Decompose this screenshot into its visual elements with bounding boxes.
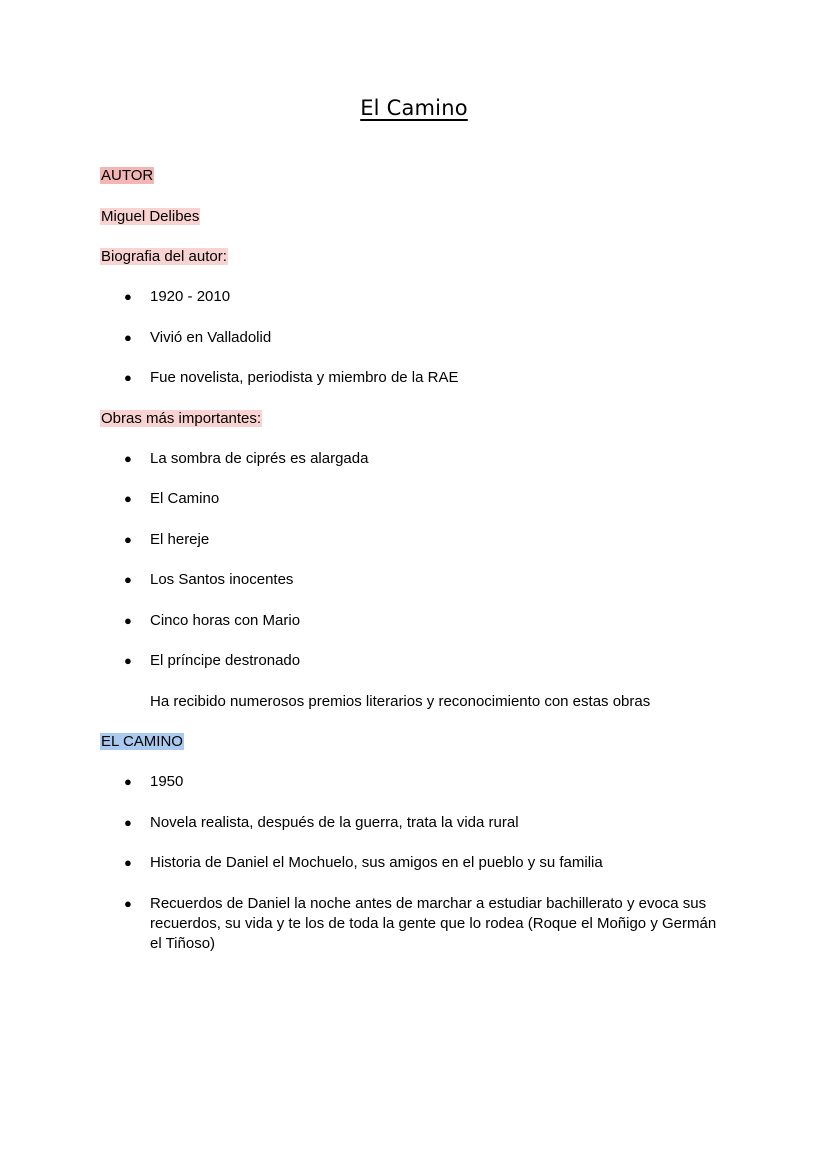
obras-heading (100, 409, 262, 429)
list-item (124, 570, 744, 590)
list-item-text: 1920 - 2010 (150, 288, 231, 305)
bullet-icon: ● (124, 289, 132, 304)
bullet-icon: ● (124, 896, 132, 911)
list-item (124, 530, 744, 550)
bullet-icon: ● (124, 491, 132, 506)
list-item (124, 894, 728, 954)
camino-heading-text: EL CAMINO (101, 733, 183, 750)
bullet-icon: ● (124, 532, 132, 547)
bullet-icon: ● (124, 774, 132, 789)
autor-name (100, 207, 200, 227)
list-item-text: Fue novelista, periodista y miembro de la RAE (150, 369, 459, 386)
list-item (124, 489, 744, 509)
bullet-icon: ● (124, 613, 132, 628)
bullet-icon: ● (124, 572, 132, 587)
list-item-text: Vivió en Valladolid (150, 329, 272, 346)
list-item-text: El hereje (150, 531, 210, 548)
bio-heading-text: Biografia del autor: (101, 248, 227, 265)
list-item (124, 813, 744, 833)
list-item (124, 772, 744, 792)
camino-heading (100, 732, 184, 752)
bullet-icon: ● (124, 653, 132, 668)
list-item-text: El príncipe destronado (150, 652, 301, 669)
document-title: El Camino (360, 96, 468, 120)
obras-note: Ha recibido numerosos premios literarios y reconocimiento con estas obras (150, 693, 651, 710)
list-item-text: El Camino (150, 490, 220, 507)
bullet-icon: ● (124, 370, 132, 385)
list-item (124, 287, 744, 307)
list-item (124, 651, 744, 671)
list-item-text: Cinco horas con Mario (150, 612, 301, 629)
list-item (124, 853, 744, 873)
list-item-text: Novela realista, después de la guerra, trata la vida rural (150, 814, 519, 831)
autor-name-text: Miguel Delibes (101, 208, 200, 225)
list-item-text: 1950 (150, 773, 184, 790)
autor-heading-text: AUTOR (101, 167, 154, 184)
list-item (124, 368, 744, 388)
list-item (124, 449, 744, 469)
list-item-text: Recuerdos de Daniel la noche antes de marchar a estudiar bachillerato y evoca sus recuerdos, su vida y te los de toda la gente que lo rodea (Roque el Moñigo y Germán el Tiñoso) (150, 895, 717, 952)
bullet-icon: ● (124, 451, 132, 466)
list-item (124, 328, 744, 348)
list-item (124, 611, 744, 631)
list-item-text: Historia de Daniel el Mochuelo, sus amigos en el pueblo y su familia (150, 854, 603, 871)
bullet-icon: ● (124, 815, 132, 830)
bullet-icon: ● (124, 330, 132, 345)
bullet-icon: ● (124, 855, 132, 870)
autor-heading (100, 166, 154, 186)
list-item-text: Los Santos inocentes (150, 571, 294, 588)
bio-heading (100, 247, 228, 267)
obras-heading-text: Obras más importantes: (101, 410, 262, 427)
list-item-text: La sombra de ciprés es alargada (150, 450, 369, 467)
